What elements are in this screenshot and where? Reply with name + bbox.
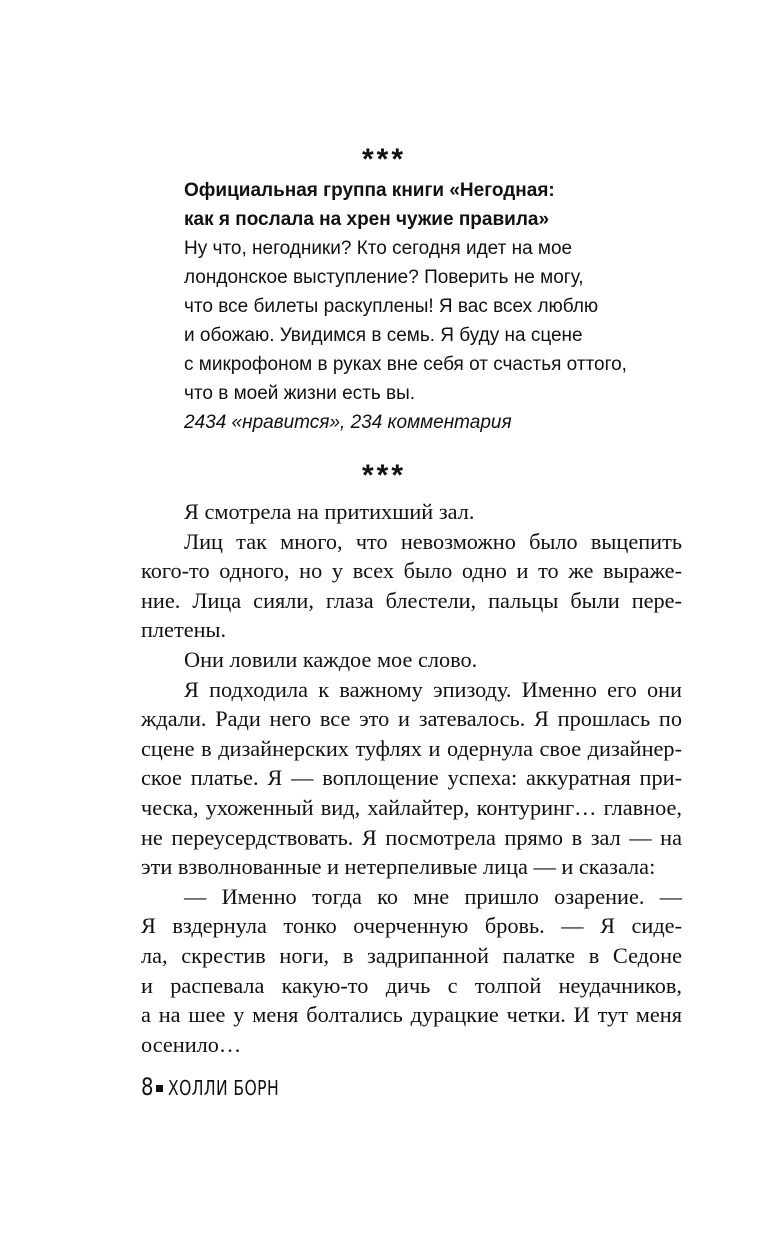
square-bullet-icon (156, 1085, 163, 1092)
post-body-line: и обожаю. Увидимся в семь. Я буду на сцене (184, 325, 583, 346)
social-post (184, 176, 704, 437)
paragraph-line: а на шее у меня болтались дурацкие четки. И тут меня (141, 1002, 682, 1028)
post-body-line: Ну что, негодники? Кто сегодня идет на мое (184, 238, 573, 259)
section-separator: *** (361, 459, 407, 492)
post-title-line: Официальная группа книги «Негодная: (184, 180, 555, 201)
paragraph-line: Я подходила к важному эпизоду. Именно его они (184, 676, 682, 702)
post-body-line: что все билеты раскуплены! Я вас всех люблю (184, 296, 599, 317)
author-name: ХОЛЛИ БОРН (168, 1076, 280, 1100)
paragraph-line: ское платье. Я — воплощение успеха: аккуратная при- (141, 765, 682, 791)
paragraph-line: ние. Лица сияли, глаза блестели, пальцы были пере- (141, 587, 682, 613)
paragraph-line: ла, скрестив ноги, в задрипанной палатке в Седоне (141, 942, 682, 968)
post-stats: 2434 «нравится», 234 комментария (184, 412, 512, 433)
paragraph-line: кого-то одного, но у всех было одно и то же выраже- (141, 558, 682, 584)
paragraph-line: Они ловили каждое мое слово. (184, 646, 478, 672)
paragraph-line: ческа, ухоженный вид, хайлайтер, контуринг… главное, (141, 794, 682, 820)
page-footer (141, 1072, 311, 1103)
paragraph-line: осенило… (141, 1031, 242, 1057)
paragraph-line: эти взволнованные и нетерпеливые лица — и сказала: (141, 854, 656, 880)
paragraph-line: ждали. Ради него все это и затевалось. Я прошлась по (141, 706, 682, 732)
paragraph-line: и распевала какую-то дичь с толпой неудачников, (141, 972, 682, 998)
paragraph-line: Лиц так много, что невозможно было выцепить (184, 528, 682, 554)
post-body-line: что в моей жизни есть вы. (184, 383, 416, 404)
paragraph-line: плетены. (141, 617, 227, 643)
section-separator: *** (361, 143, 407, 176)
paragraph-line: Я смотрела на притихший зал. (184, 499, 475, 524)
post-body-line: лондонское выступление? Поверить не могу, (184, 267, 584, 288)
story-text (141, 497, 682, 1059)
post-title-line: как я послала на хрен чужие правила» (184, 209, 550, 230)
paragraph-line: — Именно тогда ко мне пришло озарение. — (184, 883, 682, 909)
page-number: 8 (141, 1073, 154, 1101)
paragraph-line: не переусердствовать. Я посмотрела прямо в зал — на (141, 824, 682, 850)
paragraph-line: Я вздернула тонко очерченную бровь. — Я сиде- (141, 913, 682, 939)
post-body-line: с микрофоном в руках вне себя от счастья оттого, (184, 354, 627, 375)
paragraph-line: сцене в дизайнерских туфлях и одернула свое дизайнер- (141, 735, 682, 761)
